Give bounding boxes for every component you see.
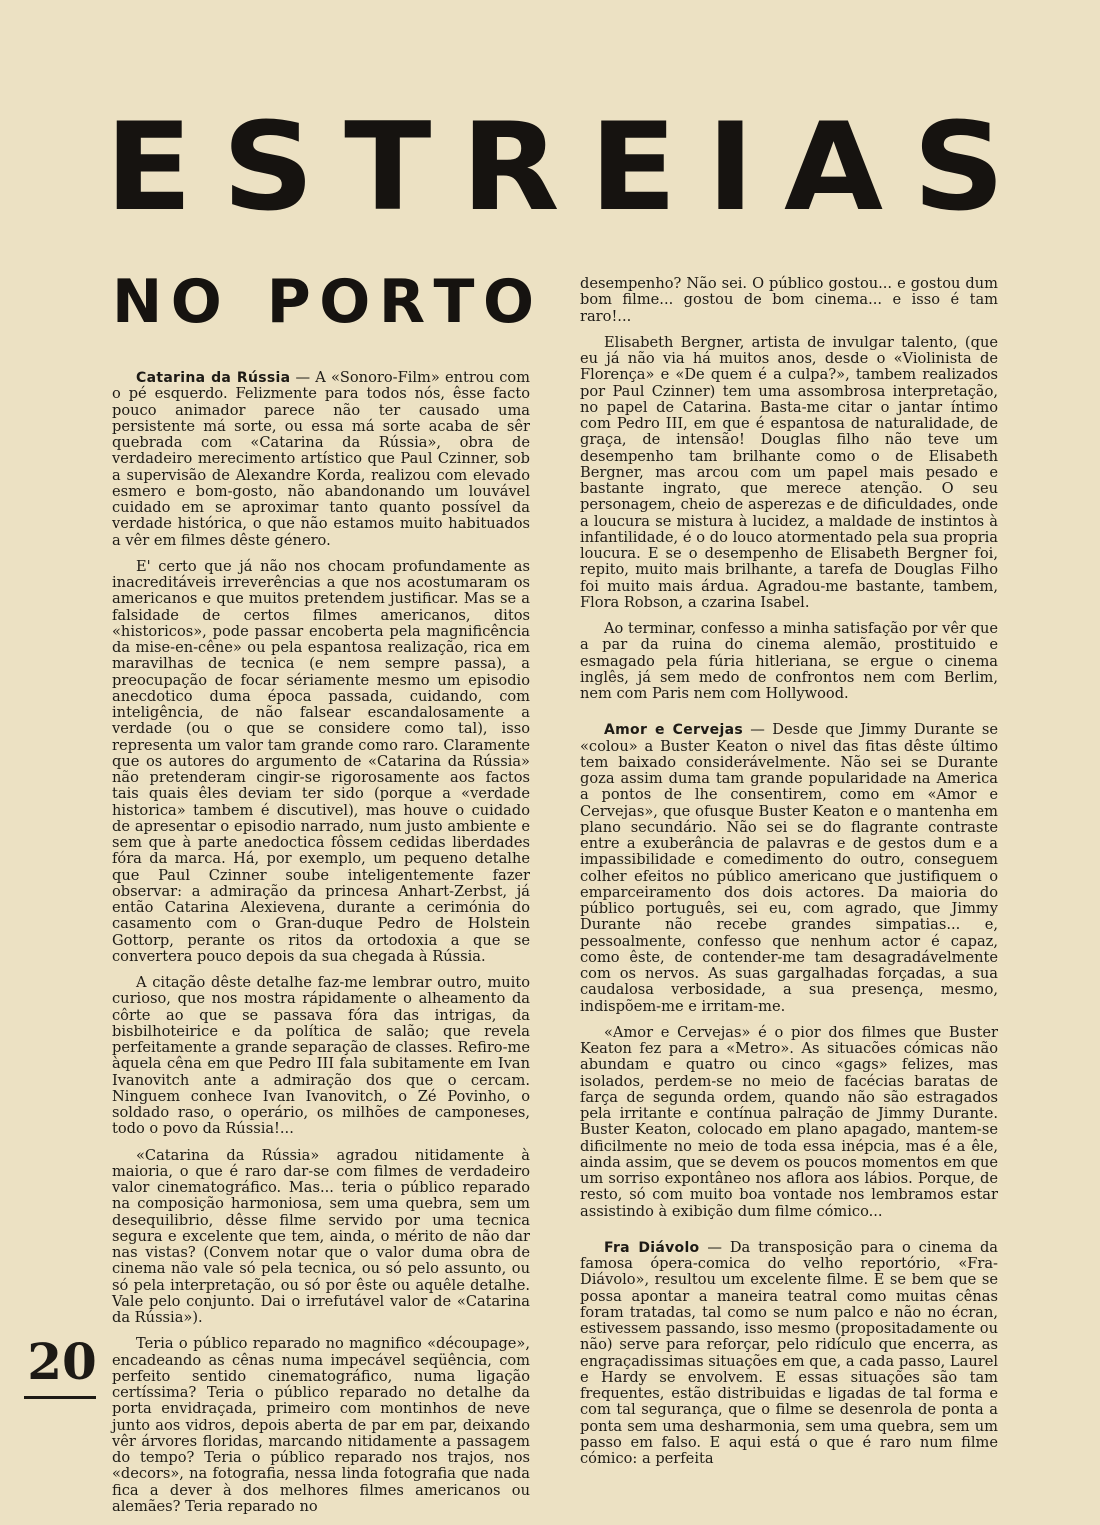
left-column [112,370,530,1525]
subhead-letter: O [319,267,371,337]
paragraph: Ao terminar, confesso a minha satisfação por vêr que a par da ruina do cinema alemão, prostituido e esmagado pela fúria hitleriana, se ergue o cinema inglês, já sem medo de confrontos nem com Berlim, nem com Paris nem com Hollywood. [580,620,998,702]
review-fra-paragraph [580,1240,998,1468]
subhead-letter: P [266,267,311,337]
review-title-fra: Fra Diávolo [604,1239,700,1256]
paragraph: «Catarina da Rússia» agradou nitidamente à maioria, o que é raro dar-se com filmes de verdadeiro valor cinematográfico. Mas... teria o público reparado na composição harmoniosa, sem uma quebra, sem um desequilibrio, dêsse filme servido por uma tecnica segura e excelente que tem, ainda, o mérito de não dar nas vistas? (Convem notar que o valor duma obra de cinema não vale só pela tecnica, ou só pelo assunto, ou só pela interpretação, ou só por êste ou aquêle detalhe. Vale pelo conjunto. Dai o irrefutável valor de «Catarina da Rússia»). [112,1146,530,1326]
headline-letter: I [706,96,755,239]
title-dash: — [699,1238,730,1256]
paragraph: Teria o público reparado no magnifico «découpage», encadeando as cênas numa impecável seqüência, com perfeito sentido cinematográfico, numa ligação certíssima? Teria o público reparado no detalhe da porta envidraçada, primeiro com montinhos de neve junto aos vidros, depois aberta de par em par, deixando vêr árvores floridas, marcando nitidamente a passagem do tempo? Teria o público reparado nos trajos, nos «decors», na fotografia, nessa linda fotografia que nada fica a dever à dos melhores filmes americanos ou alemães? Teria reparado no [112,1335,530,1515]
paragraph-text: A «Sonoro-Film» entrou com o pé esquerdo. Felizmente para todos nós, êsse facto pouco animador parece não ter causado uma persistente má sorte, ou essa má sorte acaba de sêr quebrada com «Catarina da Rússia», obra de verdadeiro merecimento artístico que Paul Czinner, sob a supervisão de Alexandre Korda, realizou com elevado esmero e bom-gosto, não abandonando um louvável cuidado em se aproximar tanto quanto possível da verdade histórica, o que não estamos muito habituados a vêr em filmes dêste género. [112,369,530,549]
review-title-amor: Amor e Cervejas [604,722,743,739]
review-amor-paragraph [580,722,998,1015]
paragraph: A citação dêste detalhe faz-me lembrar outro, muito curioso, que nos mostra rápidamente o alheamento da côrte ao que se passava fóra das intrigas, da bisbilhoteirice e da política de salão; que revela perfeitamente a grande separação de classes. Refiro-me àquela cêna em que Pedro III fala subitamente em Ivan Ivanovitch ante a admiração dos que o cercam. Ninguem conhece Ivan Ivanovitch, o Zé Povinho, o soldado raso, o operário, os milhões de camponeses, todo o povo da Rússia!... [112,974,530,1138]
headline-letter: S [222,96,315,239]
subhead-letter: O [170,267,222,337]
subhead-letter: R [378,267,426,337]
title-dash: — [290,369,316,386]
right-column [580,276,998,1477]
subhead-letter: T [433,267,475,337]
headline-letter: A [783,96,884,239]
page-number-rule [24,1396,96,1399]
headline [105,96,1005,239]
subheadline [112,262,534,342]
paragraph-text: Da transposição para o cinema da famosa ópera-comica do velho reportório, «Fra-Diávolo», resultou um excelente filme. E se bem que se possa apontar a maneira teatral como muitas cênas foram tratadas, tal como se num palco e não no écran, estivessem passando, isso mesmo (propositadamente ou não) serve para reforçar, pelo ridículo que encerra, as engraçadissimas situações em que, a cada passo, Laurel e Hardy se envolvem. E essas situações são tam frequentes, estão distribuidas e ligadas de tal forma e com tal segurança, que o filme se desenrola de ponta a ponta sem uma desharmonia, sem uma quebra, sem um passo em falso. E aqui está o que é raro num filme cómico: a perfeita [580,1238,998,1467]
title-dash: — [742,721,773,739]
headline-letter: R [461,96,560,239]
headline-letter: E [589,96,677,239]
headline-letter: T [344,96,432,239]
paragraph-text: Desde que Jimmy Durante se «colou» a Buster Keaton o nivel das fitas dêste último tem baixado considerávelmente. Não sei se Durante goza assim duma tam grande popularidade na America a pontos de lhe consentirem, como em «Amor e Cervejas», que ofusque Buster Keaton e o mantenha em plano secundário. Não sei se do flagrante contraste entre a exuberância de palavras e de gestos dum e a impassibilidade e comedimento do outro, conseguem colher efeitos no público americano que justifiquem o emparceiramento dos dois actores. Da maioria do público português, sei eu, com agrado, que Jimmy Durante não recebe grandes simpatias... e, pessoalmente, confesso que nenhum actor é capaz, como êste, de contender-me tam desagradávelmente com os nervos. As suas gargalhadas forçadas, a sua caudalosa verbosidade, a sua presença, mesmo, indispõem-me e irritam-me. [580,721,999,1015]
paragraph: Elisabeth Bergner, artista de invulgar talento, (que eu já não via há muitos anos, desde o «Violinista de Florença» e «De quem é a culpa?», tambem realizados por Paul Czinner) tem uma assombrosa interpretação, no papel de Catarina. Basta-me citar o jantar íntimo com Pedro III, em que é espantosa de naturalidade, de graça, de intensão! Douglas filho não teve um desempenho tam brilhante como o de Elisabeth Bergner, mas arcou com um papel mais pesado e bastante ingrato, que merece atenção. O seu personagem, cheio de asperezas e de dificuldades, onde a loucura se mistura à lucidez, a maldade de instintos à infantilidade, é o do louco atormentado pela sua propria loucura. E se o desempenho de Elisabeth Bergner foi, repito, muito mais brilhante, a tarefa de Douglas Filho foi muito mais árdua. Agradou-me bastante, tambem, Flora Robson, a czarina Isabel. [580,333,998,611]
paragraph-continued: desempenho? Não sei. O público gostou... e gostou dum bom filme... gostou de bom cinema... e isso é tam raro!... [580,275,998,325]
headline-letter: S [912,96,1005,239]
page-number: 20 [27,1332,97,1391]
paragraph: «Amor e Cervejas» é o pior dos filmes que Buster Keaton fez para a «Metro». As situacões cómicas não abundam e quatro ou cinco «gags» felizes, mas isolados, perdem-se no meio de facécias baratas de farça de segunda ordem, quando não são estragados pela irritante e contínua palração de Jimmy Durante. Buster Keaton, colocado em plano apagado, mantem-se dificilmente no meio de toda essa inépcia, mas é a êle, ainda assim, que se devem os poucos momentos em que um sorriso expontâneo nos aflora aos lábios. Porque, de resto, só com muito boa vontade nos lembramos estar assistindo à exibição dum filme cómico... [580,1023,998,1220]
paragraph: E' certo que já não nos chocam profundamente as inacreditáveis irreverências a que nos acostumaram os americanos e que muitos pretendem justificar. Mas se a falsidade de certos filmes americanos, ditos «historicos», pode passar encoberta pela magnificência da mise-en-cêne» ou pela espantosa realização, rica em maravilhas de tecnica (e nem sempre passa), a preocupação de focar sériamente mesmo um episodio anecdotico duma época passada, cuidando, com inteligência, de não falsear escandalosamente a verdade (ou o que se considere como tal), isso representa um valor tam grande como raro. Claramente que os autores do argumento de «Catarina da Rússia» não pretenderam cingir-se rigorosamente aos factos tais quais êles deviam ter sido (porque a «verdade historica» tambem é discutivel), mas houve o cuidado de apresentar o episodio narrado, num justo ambiente e sem que à parte anedoctica fôssem cedidas liberdades fóra da marca. Há, por exemplo, um pequeno detalhe que Paul Czinner soube inteligentemente fazer observar: a admiração da princesa Anhart-Zerbst, já então Catarina Alexievena, durante a cerimónia do casamento com o Gran-duque Pedro de Holstein Gottorp, perante os ritos da ortodoxia a que se convertera pouco depois da sua chegada à Rússia. [112,557,530,965]
headline-letter: E [105,96,193,239]
subhead-letter: N [112,267,163,337]
review-title-catarina: Catarina da Rússia [136,370,291,386]
subhead-letter: O [482,267,534,337]
review-catarina-paragraph [112,370,530,549]
